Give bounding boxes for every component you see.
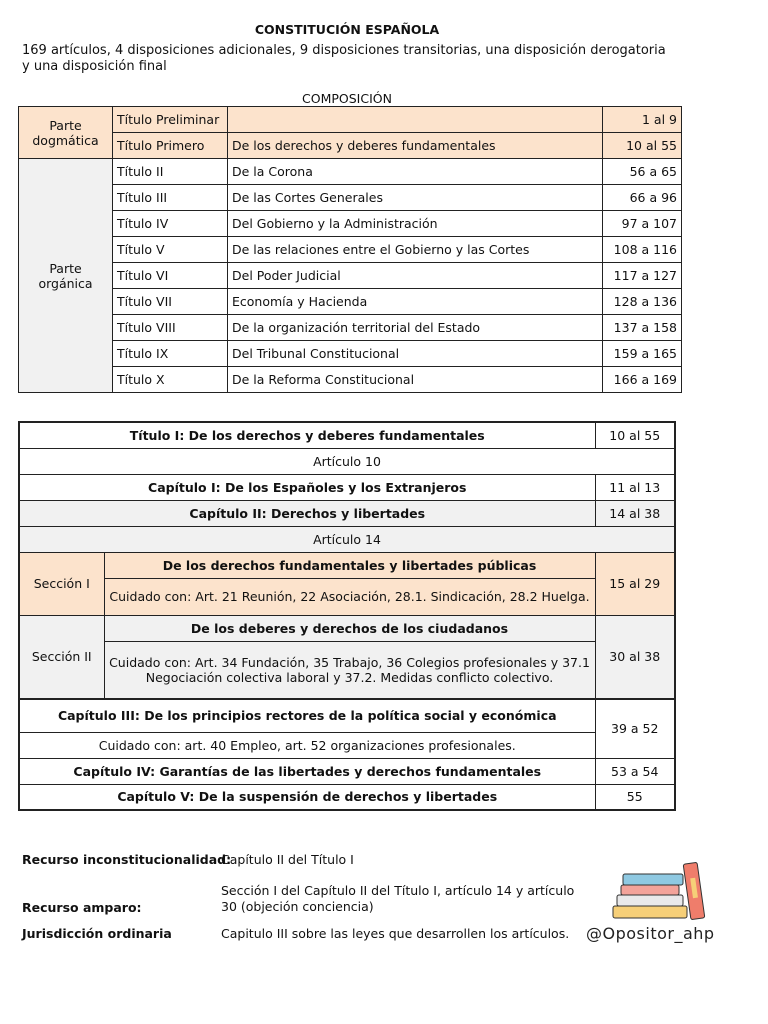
range-cell: 1 al 9	[603, 107, 682, 133]
table-row	[19, 448, 675, 474]
capitulo-3-note: Cuidado con: art. 40 Empleo, art. 52 organizaciones profesionales.	[19, 732, 595, 758]
articulo-14: Artículo 14	[19, 526, 675, 552]
titulo-cell: Título II	[113, 159, 228, 185]
capitulo-3: Capítulo III: De los principios rectores de la política social y económica	[19, 699, 595, 732]
seccion-1-label: Sección I	[19, 552, 104, 615]
titulo-name-cell: Del Gobierno y la Administración	[228, 211, 603, 237]
recurso-inconst-value: Capítulo II del Título I	[221, 852, 354, 867]
jurisdiccion-label: Jurisdicción ordinaria	[22, 926, 172, 941]
range-cell: 117 a 127	[603, 263, 682, 289]
seccion-2-label: Sección II	[19, 615, 104, 699]
capitulo-4: Capítulo IV: Garantías de las libertades y derechos fundamentales	[19, 758, 595, 784]
table-row	[19, 237, 682, 263]
titulo-cell: Título IX	[113, 341, 228, 367]
recurso-inconst-label: Recurso inconstitucionalidad:	[22, 852, 232, 867]
range-cell: 56 a 65	[603, 159, 682, 185]
titulo-name-cell: De los derechos y deberes fundamentales	[228, 133, 603, 159]
range-cell: 66 a 96	[603, 185, 682, 211]
range-cell: 39 a 52	[595, 699, 675, 758]
table-row	[19, 159, 682, 185]
capitulo-1: Capítulo I: De los Españoles y los Extranjeros	[19, 474, 595, 500]
table-row	[19, 578, 675, 615]
titulo-name-cell: De la organización territorial del Estado	[228, 315, 603, 341]
range-cell: 15 al 29	[595, 552, 675, 615]
seccion-1-title: De los derechos fundamentales y libertades públicas	[104, 552, 595, 578]
range-cell: 137 a 158	[603, 315, 682, 341]
composition-table	[18, 106, 682, 393]
range-cell: 166 a 169	[603, 367, 682, 393]
document-title: CONSTITUCIÓN ESPAÑOLA	[254, 22, 440, 37]
seccion-1-note: Cuidado con: Art. 21 Reunión, 22 Asociación, 28.1. Sindicación, 28.2 Huelga.	[104, 578, 595, 615]
titulo-name-cell: De la Reforma Constitucional	[228, 367, 603, 393]
range-cell: 97 a 107	[603, 211, 682, 237]
range-cell: 55	[595, 784, 675, 810]
table-row	[19, 552, 675, 578]
table-row	[19, 289, 682, 315]
articulo-10: Artículo 10	[19, 448, 675, 474]
table-row	[19, 474, 675, 500]
titulo-name-cell: De las relaciones entre el Gobierno y las Cortes	[228, 237, 603, 263]
titulo-cell: Título X	[113, 367, 228, 393]
table-row	[19, 133, 682, 159]
table-row	[19, 641, 675, 699]
seccion-2-note: Cuidado con: Art. 34 Fundación, 35 Trabajo, 36 Colegios profesionales y 37.1 Negociación colectiva laboral y 37.2. Medidas conflicto colectivo.	[104, 641, 595, 699]
range-cell: 10 al 55	[603, 133, 682, 159]
range-cell: 128 a 136	[603, 289, 682, 315]
range-cell: 108 a 116	[603, 237, 682, 263]
seccion-2-title: De los deberes y derechos de los ciudadanos	[104, 615, 595, 641]
range-cell: 11 al 13	[595, 474, 675, 500]
table-row	[19, 107, 682, 133]
titulo-name-cell: Del Tribunal Constitucional	[228, 341, 603, 367]
group-organica: Parte orgánica	[19, 159, 113, 393]
table-row	[19, 341, 682, 367]
capitulo-2: Capítulo II: Derechos y libertades	[19, 500, 595, 526]
titulo-cell: Título V	[113, 237, 228, 263]
titulo-name-cell	[228, 107, 603, 133]
titulo-cell: Título VI	[113, 263, 228, 289]
capitulo-5: Capítulo V: De la suspensión de derechos y libertades	[19, 784, 595, 810]
table-row	[19, 263, 682, 289]
table-row	[19, 367, 682, 393]
titulo-name-cell: Economía y Hacienda	[228, 289, 603, 315]
titulo-name-cell: Del Poder Judicial	[228, 263, 603, 289]
range-cell: 30 al 38	[595, 615, 675, 699]
table-row	[19, 699, 675, 732]
books-stack-icon	[603, 858, 721, 924]
range-cell: 159 a 165	[603, 341, 682, 367]
table-row	[19, 211, 682, 237]
recurso-amparo-label: Recurso amparo:	[22, 900, 142, 915]
author-handle: @Opositor_ahp	[586, 924, 715, 943]
recurso-amparo-value: Sección I del Capítulo II del Título I, artículo 14 y artículo 30 (objeción conciencia)	[221, 883, 575, 914]
table-row	[19, 526, 675, 552]
table-row	[19, 315, 682, 341]
titulo-cell: Título VIII	[113, 315, 228, 341]
range-cell: 53 a 54	[595, 758, 675, 784]
table-row	[19, 500, 675, 526]
titulo-header: Título I: De los derechos y deberes fundamentales	[19, 422, 595, 448]
titulo-cell: Título Preliminar	[113, 107, 228, 133]
titulo-cell: Título Primero	[113, 133, 228, 159]
titulo-cell: Título VII	[113, 289, 228, 315]
titulo-name-cell: De la Corona	[228, 159, 603, 185]
titulo-primero-table	[18, 421, 676, 811]
table-row	[19, 732, 675, 758]
group-dogmatica: Parte dogmática	[19, 107, 113, 159]
titulo-cell: Título IV	[113, 211, 228, 237]
table-row	[19, 784, 675, 810]
jurisdiccion-value: Capitulo III sobre las leyes que desarrollen los artículos.	[221, 926, 570, 941]
composition-title: COMPOSICIÓN	[302, 91, 392, 106]
intro-text: 169 artículos, 4 disposiciones adicionales, 9 disposiciones transitorias, una disposición derogatoria y una disposición final	[22, 43, 666, 74]
range-cell: 10 al 55	[595, 422, 675, 448]
titulo-name-cell: De las Cortes Generales	[228, 185, 603, 211]
table-row	[19, 758, 675, 784]
range-cell: 14 al 38	[595, 500, 675, 526]
titulo-cell: Título III	[113, 185, 228, 211]
table-row	[19, 422, 675, 448]
table-row	[19, 185, 682, 211]
table-row	[19, 615, 675, 641]
